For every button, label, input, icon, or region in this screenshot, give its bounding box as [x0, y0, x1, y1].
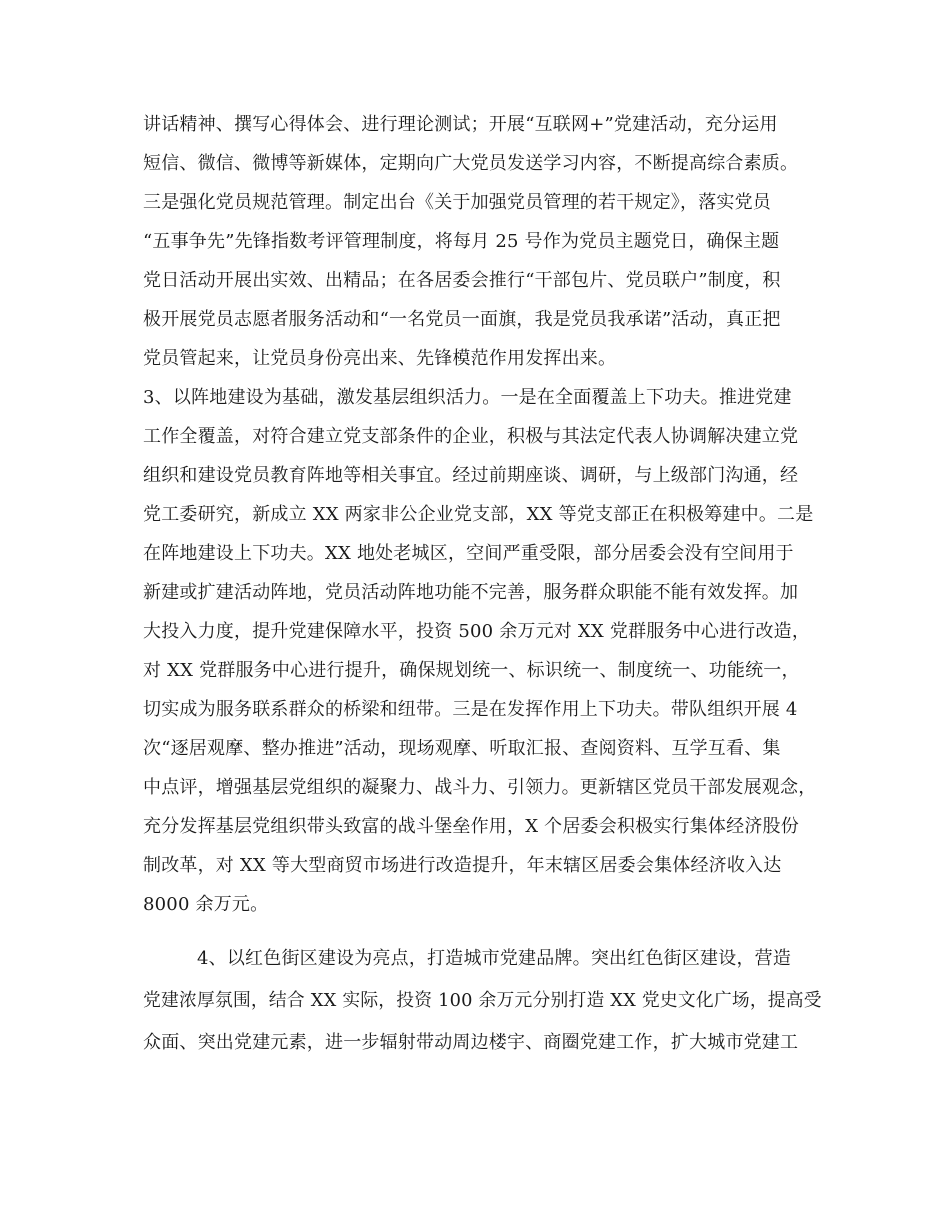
paragraph-line: 党建浓厚氛围，结合 XX 实际，投资 100 余万元分别打造 XX 党史文化广场，提高受 — [143, 990, 822, 1011]
paragraph-line: 中点评，增强基层党组织的凝聚力、战斗力、引领力。更新辖区党员干部发展观念， — [143, 777, 817, 798]
section-heading-line: 3、以阵地建设为基础，激发基层组织活力。一是在全面覆盖上下功夫。推进党建 — [143, 387, 792, 408]
paragraph-line: 8000 余万元。 — [143, 894, 269, 915]
paragraph-line: 大投入力度，提升党建保障水平，投资 500 余万元对 XX 党群服务中心进行改造， — [143, 621, 811, 642]
paragraph-line: 对 XX 党群服务中心进行提升，确保规划统一、标识统一、制度统一、功能统一， — [143, 660, 800, 681]
paragraph-line: 次“逐居观摩、整办推进”活动，现场观摩、听取汇报、查阅资料、互学互看、集 — [143, 738, 781, 759]
paragraph-line: 众面、突出党建元素，进一步辐射带动周边楼宇、商圈党建工作，扩大城市党建工 — [143, 1032, 799, 1053]
paragraph-line: 切实成为服务联系群众的桥梁和纽带。三是在发挥作用上下功夫。带队组织开展 4 — [143, 699, 798, 720]
paragraph-line: 在阵地建设上下功夫。XX 地处老城区，空间严重受限，部分居委会没有空间用于 — [143, 543, 794, 564]
paragraph-line: 短信、微信、微博等新媒体，定期向广大党员发送学习内容，不断提高综合素质。 — [143, 153, 799, 174]
paragraph-line: 充分发挥基层党组织带头致富的战斗堡垒作用，X 个居委会积极实行集体经济股份 — [143, 816, 799, 837]
paragraph-line: 党日活动开展出实效、出精品；在各居委会推行“干部包片、党员联户”制度，积 — [143, 270, 781, 291]
paragraph-line: 制改革，对 XX 等大型商贸市场进行改造提升，年末辖区居委会集体经济收入达 — [143, 855, 782, 876]
paragraph-line: “五事争先”先锋指数考评管理制度，将每月 25 号作为党员主题党日，确保主题 — [143, 231, 780, 252]
paragraph-line: 极开展党员志愿者服务活动和“一名党员一面旗，我是党员我承诺”活动，真正把 — [143, 309, 781, 330]
paragraph-line: 党员管起来，让党员身份亮出来、先锋模范作用发挥出来。 — [143, 348, 617, 369]
paragraph-line: 工作全覆盖，对符合建立党支部条件的企业，积极与其法定代表人协调解决建立党 — [143, 426, 799, 447]
paragraph-line: 三是强化党员规范管理。制定出台《关于加强党员管理的若干规定》，落实党员 — [143, 192, 771, 213]
section-heading-line: 4、以红色街区建设为亮点，打造城市党建品牌。突出红色街区建设，营造 — [197, 948, 792, 969]
paragraph-line: 讲话精神、撰写心得体会、进行理论测试；开展“互联网+”党建活动，充分运用 — [143, 114, 778, 135]
paragraph-line: 新建或扩建活动阵地，党员活动阵地功能不完善，服务群众职能不能有效发挥。加 — [143, 582, 799, 603]
paragraph-line: 组织和建设党员教育阵地等相关事宜。经过前期座谈、调研，与上级部门沟通，经 — [143, 465, 799, 486]
paragraph-line: 党工委研究，新成立 XX 两家非公企业党支部，XX 等党支部正在积极筹建中。二是 — [143, 504, 814, 525]
